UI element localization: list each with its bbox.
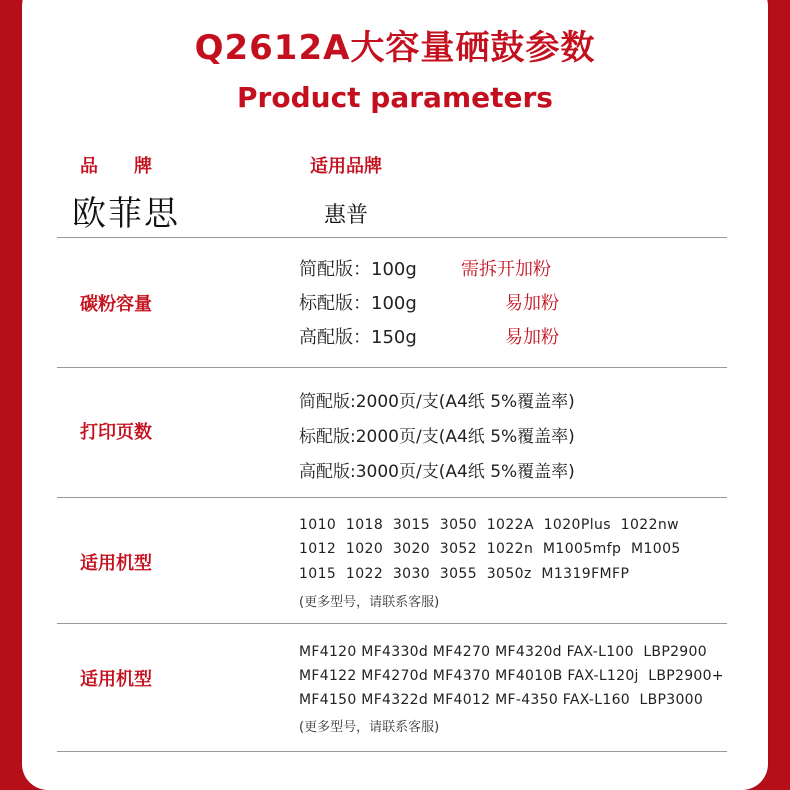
capacity-row-text: 高配版：150g — [299, 327, 417, 348]
capacity-row — [299, 323, 559, 349]
capacity-row-note: 易加粉 — [505, 327, 559, 348]
capacity-label: 碳粉容量 — [80, 294, 152, 315]
print-pages-label: 打印页数 — [80, 422, 152, 443]
fit-brand-header: 适用品牌 — [310, 156, 382, 177]
capacity-row-note: 易加粉 — [505, 293, 559, 314]
capacity-row-text: 简配版：100g — [299, 259, 417, 280]
capacity-row — [299, 289, 559, 315]
capacity-row-note: 需拆开加粉 — [461, 259, 551, 280]
print-pages-row: 高配版:3000页/支(A4纸 5%覆盖率) — [299, 462, 575, 482]
divider — [57, 623, 727, 624]
fit-brand-value: 惠普 — [324, 203, 369, 228]
divider — [57, 367, 727, 368]
divider — [57, 497, 727, 498]
model-row: 1012 1020 3020 3052 1022n M1005mfp M1005 — [299, 541, 681, 557]
print-pages-row: 标配版:2000页/支(A4纸 5%覆盖率) — [299, 427, 575, 447]
more-models-note: (更多型号，请联系客服) — [299, 595, 440, 610]
model-row: 1015 1022 3030 3055 3050z M1319FMFP — [299, 566, 630, 582]
model-row: MF4122 MF4270d MF4370 MF4010B FAX-L120j LBP2900+ — [299, 668, 724, 684]
print-pages-row: 简配版:2000页/支(A4纸 5%覆盖率) — [299, 392, 575, 412]
capacity-row-text: 标配版：100g — [299, 293, 417, 314]
model-row: 1010 1018 3015 3050 1022A 1020Plus 1022nw — [299, 517, 680, 533]
capacity-row — [299, 255, 551, 281]
divider — [57, 237, 727, 238]
divider — [57, 751, 727, 752]
model-row: MF4120 MF4330d MF4270 MF4320d FAX-L100 LBP2900 — [299, 644, 707, 660]
page-subtitle: Product parameters — [237, 81, 553, 114]
more-models-note: (更多型号，请联系客服) — [299, 720, 440, 735]
models-label-2: 适用机型 — [80, 669, 152, 690]
brand-name: 欧菲思 — [72, 194, 180, 234]
page-title: Q2612A大容量硒鼓参数 — [194, 28, 596, 68]
models-label: 适用机型 — [80, 553, 152, 574]
model-row: MF4150 MF4322d MF4012 MF-4350 FAX-L160 LBP3000 — [299, 692, 704, 708]
brand-header: 品 牌 — [80, 156, 152, 177]
